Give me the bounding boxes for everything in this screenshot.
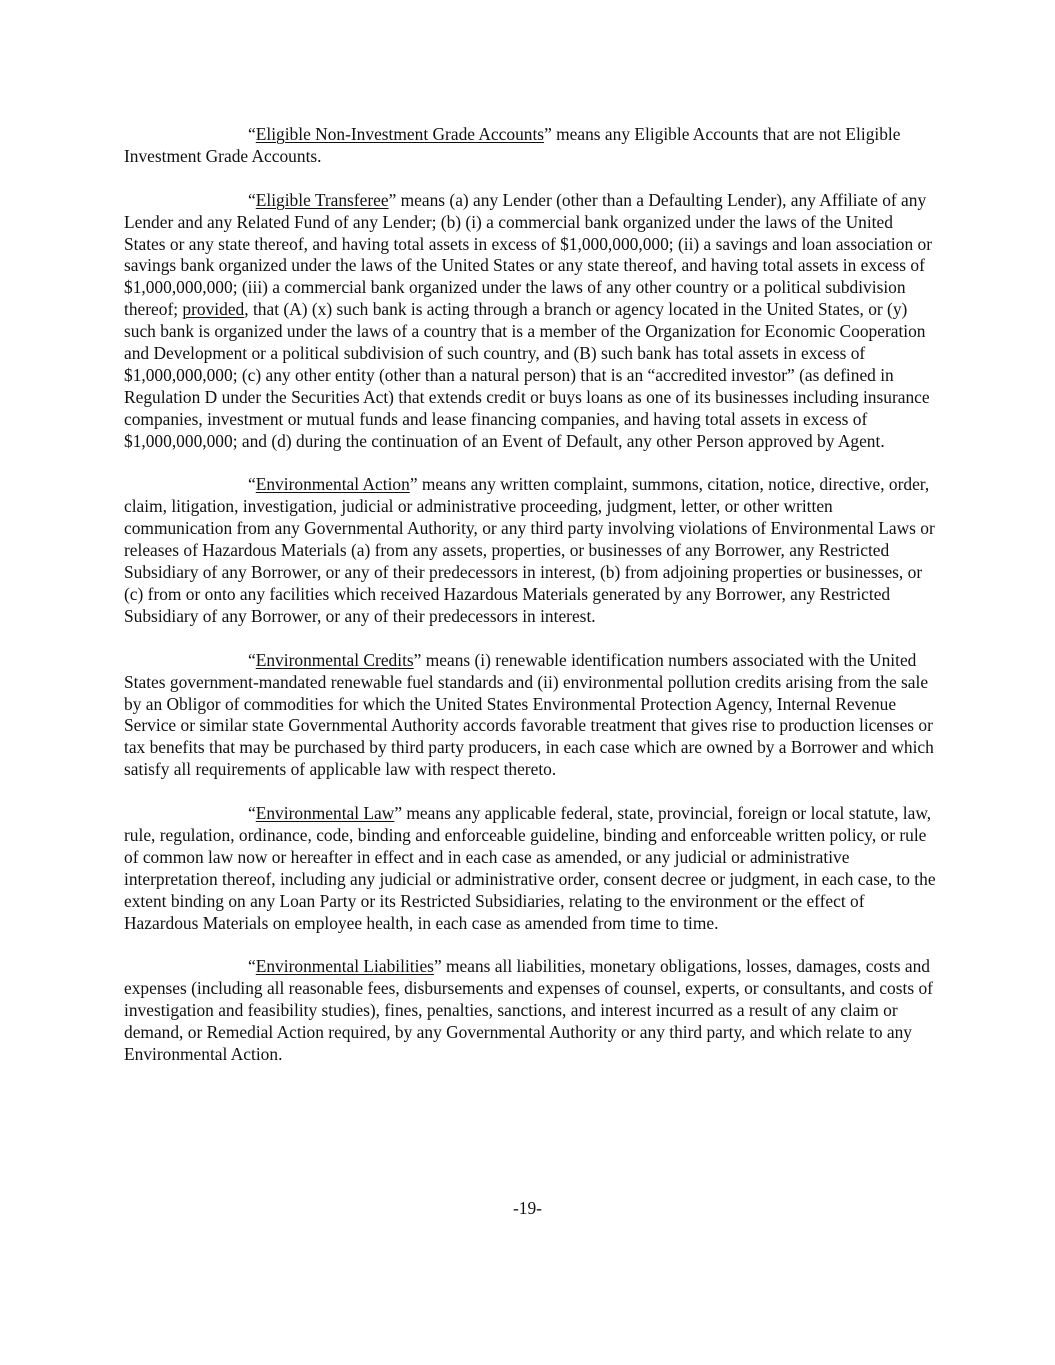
definition-text: ” means any applicable federal, state, provincial, foreign or local statute, law, rule, regulation, ordinance, code, binding and enforceable guideline, binding and enforceable written policy, or rule of common law now or hereafter in effect and in each case as amended, or any judicial or administrative interpretation thereof, including any judicial or administrative order, consent decree or judgment, in each case, to the extent binding on any Loan Party or its Restricted Subsidiaries, relating to the environment or the effect of Hazardous Materials on employee health, in each case as amended from time to time. bbox=[124, 803, 936, 933]
open-quote: “ bbox=[248, 956, 256, 977]
definition-text: ” means all liabilities, monetary obligations, losses, damages, costs and expenses (including all reasonable fees, disbursements and expenses of counsel, experts, or consultants, and costs of investigation and feasibility studies), fines, penalties, sanctions, and interest incurred as a result of any claim or demand, or Remedial Action required, by any Governmental Authority or any third party, and which relate to any Environmental Action. bbox=[124, 956, 933, 1064]
definition-environmental-action bbox=[124, 474, 936, 627]
open-quote: “ bbox=[248, 124, 256, 144]
definition-environmental-law bbox=[124, 803, 936, 934]
defined-term: Environmental Action bbox=[255, 474, 410, 495]
open-quote: “ bbox=[248, 803, 256, 824]
defined-term: Environmental Law bbox=[255, 803, 395, 824]
definition-environmental-liabilities bbox=[124, 956, 936, 1066]
defined-term: Eligible Non-Investment Grade Accounts bbox=[255, 124, 545, 144]
defined-term: Environmental Credits bbox=[255, 649, 414, 670]
open-quote: “ bbox=[248, 649, 256, 670]
definition-eligible-non-investment-grade-accounts bbox=[124, 124, 936, 168]
document-body bbox=[124, 124, 936, 1088]
definition-eligible-transferee bbox=[124, 190, 936, 453]
definition-text: ” means (i) renewable identification numbers associated with the United States government-mandated renewable fuel standards and (ii) environmental pollution credits arising from the sale by an Obligor of commodities for which the United States Environmental Protection Agency, Internal Revenue Service or similar state Governmental Authority accords favorable treatment that gives rise to production licenses or tax benefits that may be purchased by third party producers, in each case which are owned by a Borrower and which satisfy all requirements of applicable law with respect thereto. bbox=[124, 649, 934, 780]
definition-text: ” means any written complaint, summons, citation, notice, directive, order, claim, litigation, investigation, judicial or administrative proceeding, judgment, letter, or other written communication from any Governmental Authority, or any third party involving violations of Environmental Laws or releases of Hazardous Materials (a) from any assets, properties, or businesses of any Borrower, any Restricted Subsidiary of any Borrower, or any of their predecessors in interest, (b) from adjoining properties or businesses, or (c) from or onto any facilities which received Hazardous Materials generated by any Borrower, any Restricted Subsidiary of any Borrower, or any of their predecessors in interest. bbox=[124, 474, 935, 626]
definition-text: ” means any Eligible Accounts that are not Eligible Investment Grade Accounts. bbox=[124, 124, 901, 166]
definition-environmental-credits bbox=[124, 650, 936, 781]
provided-word: provided bbox=[182, 299, 245, 320]
defined-term: Eligible Transferee bbox=[255, 189, 389, 210]
definition-text-continued: , that (A) (x) such bank is acting through a branch or agency located in the United States, or (y) such bank is organized under the laws of a country that is a member of the Organization for Economic Cooperation and Development or a political subdivision of such country, and (B) such bank has total assets in excess of $1,000,000,000; (c) any other entity (other than a natural person) that is an “accredited investor” (as defined in Regulation D under the Securities Act) that extends credit or buys loans as one of its businesses including insurance companies, investment or mutual funds and lease financing companies, and having total assets in excess of $1,000,000,000; and (d) during the continuation of an Event of Default, any other Person approved by Agent. bbox=[124, 299, 930, 451]
open-quote: “ bbox=[248, 189, 256, 210]
definition-text: ” means (a) any Lender (other than a Defaulting Lender), any Affiliate of any Lender and any Related Fund of any Lender; (b) (i) a commercial bank organized under the laws of the United States or any state thereof, and having total assets in excess of $1,000,000,000; (ii) a savings and loan association or savings bank organized under the laws of the United States or any state thereof, and having total assets in excess of $1,000,000,000; (iii) a commercial bank organized under the laws of any other country or a political subdivision thereof; bbox=[124, 189, 932, 320]
open-quote: “ bbox=[248, 474, 256, 495]
page-number: -19- bbox=[513, 1198, 542, 1218]
defined-term: Environmental Liabilities bbox=[255, 956, 434, 977]
